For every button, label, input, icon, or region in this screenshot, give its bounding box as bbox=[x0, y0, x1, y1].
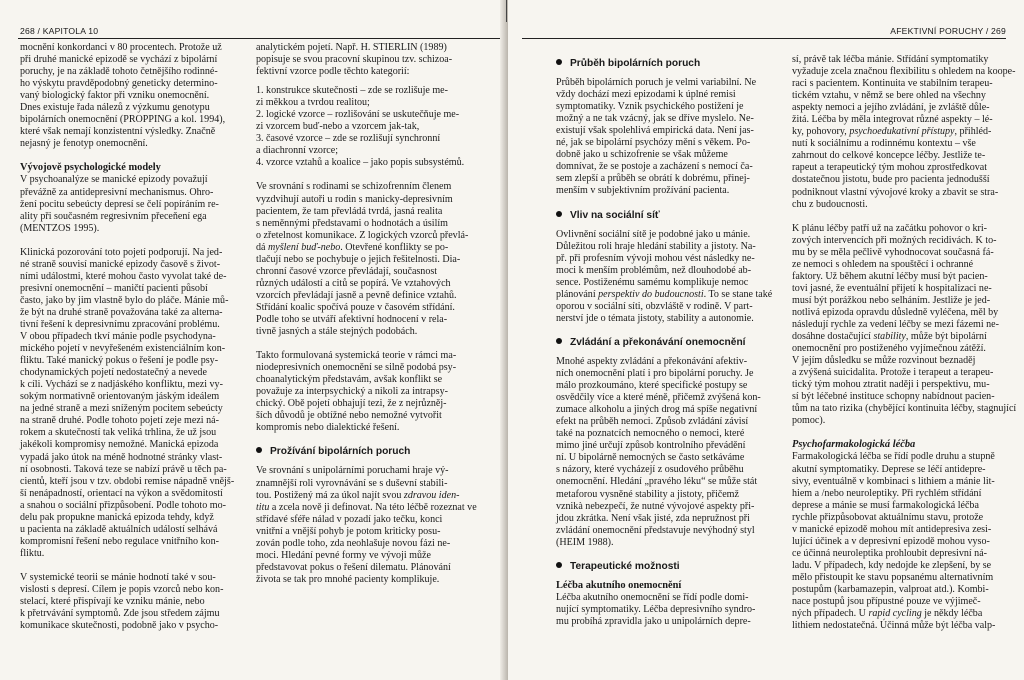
text-line: že být na druhé straně považována také za alterna- bbox=[20, 306, 223, 318]
text-line: ze nemoci s ohledem na spouštěcí i ochranné bbox=[792, 258, 974, 270]
text-line: tickém vztahu, v němž se bere ohled na všechny bbox=[792, 90, 986, 102]
text-line: sivy, eventuálně v kombinaci s lithiem a mánie lit- bbox=[792, 475, 995, 487]
text-line: titu a zcela nově ji definovat. Na této léčbě rozeznat ve bbox=[256, 501, 477, 513]
text-line: ší nenápadností, orientací na výkon a svědomitostí bbox=[20, 487, 223, 499]
text-line: ality při současném regresivním přeceňení ega bbox=[20, 210, 207, 222]
section-heading: Vývojově psychologické modely bbox=[20, 162, 161, 174]
text-line: ných případech. U rapid cycling je někdy léčba bbox=[792, 608, 983, 620]
section-heading: Terapeutické možnosti bbox=[556, 561, 774, 573]
text-line: tlačují nebo se pochybuje o jejich řešitelnosti. Dia- bbox=[256, 253, 461, 265]
text-line: raci s pacientem. Kontinuita ve stabilním terapeu- bbox=[792, 78, 993, 90]
text-line: niodepresivních onemocnění se silně podobá psy- bbox=[256, 362, 457, 374]
text-line: znamnější roli vyrovnávání se s duševní stabili- bbox=[256, 477, 448, 489]
left-page bbox=[0, 0, 506, 680]
text-line: tivní řešení k depresivnímu zpracování problému. bbox=[20, 318, 220, 330]
text-line: onemocnění. Hledání „pravého léku“ se může stát bbox=[556, 476, 758, 488]
text-line: pomoc). bbox=[792, 415, 826, 427]
text-line: dá myšlení buď-nebo. Otevřené konflikty se po- bbox=[256, 241, 449, 253]
text-line: dostatečnou jistotu, bude pro pacienta jednodušší bbox=[792, 174, 990, 186]
text-line: Klinická pozorování toto pojetí podporují. Na jed- bbox=[20, 246, 223, 258]
text-line: nující symptomatiky. Léčba depresivního syndro- bbox=[556, 603, 756, 615]
text-line: chu z budoucnosti. bbox=[792, 198, 868, 210]
text-line: Léčba akutního onemocnění se řídí podle domi- bbox=[556, 591, 749, 603]
text-line: převážně za antidepresivní mechanismus. Ohro- bbox=[20, 186, 214, 198]
left-column-1 bbox=[20, 42, 248, 632]
text-line: V obou případech tkví mánie podle psychodyna- bbox=[20, 331, 216, 343]
text-line: zumace alkoholu a jiných drog má spíše negativní bbox=[556, 404, 758, 416]
text-line: sem zlepší a průběh se obrátí k dobrému, přinej- bbox=[556, 173, 750, 185]
text-line: mického pojetí v nevyřešeném existenciálním kon- bbox=[20, 343, 226, 355]
text-line: poruchy, je na základě tohoto četnějšího rodinné- bbox=[20, 66, 218, 78]
text-line: různých událostí a citů se popírá. Ve vztahových bbox=[256, 277, 451, 289]
text-line: lující účinek a v depresivní epizodě mohou vyso- bbox=[792, 535, 990, 547]
text-line: jdou zkrátka. Není však jisté, zda nepružnost při bbox=[556, 512, 750, 524]
text-line: K plánu léčby patří už na začátku pohovor o kri- bbox=[792, 222, 988, 234]
text-line: moci. Hledání pevné formy ve vývoji může bbox=[256, 549, 431, 561]
text-line: rapeut a terapeutický tým mohou zprostředkovat bbox=[792, 162, 988, 174]
text-line: rychle přizpůsobovat aktuálnímu stavu, protože bbox=[792, 511, 984, 523]
text-line: vnitřní a vnější pohyb je potom kriticky posu- bbox=[256, 525, 441, 537]
bullet-icon bbox=[556, 338, 562, 344]
text-line: ky, pohovory, psychoedukativní přístupy, přihléd- bbox=[792, 126, 992, 138]
section-heading: Zvládání a překonávání onemocnění bbox=[556, 337, 774, 349]
text-line: Dnes existuje řada nálezů z výzkumu genotypu bbox=[20, 102, 210, 114]
text-line: Ovlivnění sociální sítě je podobné jako u mánie. bbox=[556, 228, 751, 240]
text-line: nerství jde o témata jistoty, stability a autonomie. bbox=[556, 312, 754, 324]
text-line: vaný biologický faktor při vzniku onemocnění. bbox=[20, 90, 210, 102]
text-line: Mnohé aspekty zvládání a překonávání afektiv- bbox=[556, 355, 748, 367]
text-line: metaforou vysněné stability a jistoty, přičemž bbox=[556, 488, 739, 500]
text-line: Průběh bipolárních poruch je velmi variabilní. Ne bbox=[556, 77, 757, 89]
text-line: akutní symptomatiky. Deprese se léčí antidepre- bbox=[792, 463, 986, 475]
text-line: u pacienta na základě aktuálních událostí selhává bbox=[20, 523, 218, 535]
text-line: aspekty nemoci a jejího zvládání, je zvláště důle- bbox=[792, 102, 990, 114]
text-line: dosáhne dostačující stability, může být bipolární bbox=[792, 331, 987, 343]
text-line: často, jako by jim vlastně bylo do pláče. Mánie mů- bbox=[20, 294, 229, 306]
text-line: zových intervencích při možných recidivách. K to- bbox=[792, 234, 997, 246]
text-line: ní osobnosti. Taková teze se nabízí právě u těch pa- bbox=[20, 463, 227, 475]
right-column-2 bbox=[792, 54, 1017, 632]
text-line: na jedné straně a mezi sníženým pocitem sebeúcty bbox=[20, 403, 223, 415]
text-line: s neměnnými představami o hodnotách a úsilím bbox=[256, 217, 448, 229]
text-line: mocnění konkordanci v 80 procentech. Protože už bbox=[20, 42, 222, 53]
text-line: ladu. V případech, kdy nedojde ke zlepšení, by se bbox=[792, 559, 992, 571]
text-line: osvědčily více a které méně, přičemž zvýšená kon- bbox=[556, 392, 761, 404]
text-line: možný a ne tak vzácný, jak se dříve myslelo. Ne- bbox=[556, 113, 754, 125]
text-line: ších důvodů je obtížné nebo nemožné vytvořit bbox=[256, 410, 442, 422]
text-line: a snahou o sociální přizpůsobení. Podle tohoto mo- bbox=[20, 499, 226, 511]
text-line: chodynamických pojetí nedostatečný a nevede bbox=[20, 367, 207, 379]
text-line: vislosti s depresí. Cílem je popis vzorců nebo kon- bbox=[20, 583, 224, 595]
text-line: tovi jasné, že eventuální přijetí k hospitalizaci ne- bbox=[792, 282, 992, 294]
bullet-icon bbox=[556, 211, 562, 217]
text-line: mu probíhá zpravidla jako u unipolárních depre- bbox=[556, 615, 751, 627]
text-line: Farmakologická léčba se řídí podle druhu a stupně bbox=[792, 451, 995, 463]
text-line: ními událostmi, které mohou často vyvolat také de- bbox=[20, 270, 227, 282]
text-line: kompromisní řešení nebo regulace vnitřního kon- bbox=[20, 535, 219, 547]
right-page bbox=[508, 0, 1024, 680]
text-line: a diachronní vzorce; bbox=[256, 145, 339, 157]
text-line: při druhé manické epizodě se vychází z bipolární bbox=[20, 54, 218, 66]
text-line: považuje za interpsychický a nikoli za intrapsy- bbox=[256, 386, 448, 398]
text-line: které však nemají konzistentní výsledky. Značně bbox=[20, 126, 216, 138]
text-line: střídavé sféře nálad v pozadí jako tečku, konci bbox=[256, 513, 443, 525]
text-line: 1. konstrukce skutečnosti – zde se rozlišuje me- bbox=[256, 85, 448, 97]
text-line: tivně jasných a stále stejných podobách. bbox=[256, 326, 418, 338]
subsection-heading: Psychofarmakologická léčba bbox=[792, 439, 916, 451]
text-line: př. při profesním vývoji mohou vést následky ne- bbox=[556, 252, 755, 264]
text-line: V systemické teorii se mánie hodnotí také v sou- bbox=[20, 571, 216, 583]
text-line: sokým normativně orientovaným jáským ideálem bbox=[20, 391, 220, 403]
text-line: lithiem nedostatečná. Účinná může být léčba valp- bbox=[792, 620, 996, 632]
right-running-header: AFEKTIVNÍ PORUCHY / 269 bbox=[890, 26, 1006, 36]
text-line: (HEIM 1988). bbox=[556, 536, 614, 548]
text-line: choanalytickým představám, avšak konflikt se bbox=[256, 374, 443, 386]
text-line: Střídání koalic spočívá pouze v časovém střídání. bbox=[256, 301, 455, 313]
text-line: domnívat, že se postoje a zacházení s nemocí ča- bbox=[556, 161, 753, 173]
text-line: sí být léčebné instituce schopny nabídnout pacien- bbox=[792, 391, 995, 403]
text-line: pacientem, že tam převládá tvrdá, jasná realita bbox=[256, 205, 443, 217]
text-line: né straně souvisí manické epizody časově s život- bbox=[20, 258, 221, 270]
text-line: k přetrvávání symptomů. Zde jsou středem zájmu bbox=[20, 608, 220, 620]
text-line: notlivá epizoda opravdu důsledně vyléčena, měl by bbox=[792, 306, 999, 318]
text-line: Podle toho se utváří afektivní hodnocení v rela- bbox=[256, 313, 448, 325]
right-column-1 bbox=[556, 58, 774, 628]
text-line: sence. Postiženému samému komplikuje nemoc bbox=[556, 276, 749, 288]
text-line: Takto formulovaná systemická teorie v rámci ma- bbox=[256, 350, 457, 362]
text-line: popisuje se svou pracovní skupinou tzv. schizoa- bbox=[256, 54, 453, 66]
text-line: faktory. Už během akutní léčby musí být pacien- bbox=[792, 270, 988, 282]
text-line: 3. časové vzorce – zde se rozlišují synchronní bbox=[256, 133, 441, 145]
text-line: cientů, kteří jsou v tzv. obdobi remise nápadně vnějš- bbox=[20, 475, 235, 487]
text-line: fliktu. Také manický pokus o řešení je podle psy- bbox=[20, 355, 219, 367]
text-line: na straně druhé. Podle tohoto pojetí zeje mezi ná- bbox=[20, 415, 219, 427]
text-line: vyzdvihují autoři u rodin s manicky-depresivním bbox=[256, 193, 453, 205]
text-line: fektivní vzorce podle těchto kategorií: bbox=[256, 66, 410, 78]
text-line: deprese a mánie se musí farmakologická léčba bbox=[792, 499, 979, 511]
text-line: života se tak pro mnohé pacienty komplikuje. bbox=[256, 573, 440, 585]
text-line: žení pocitu sebeúcty depresí se čelí popíráním re- bbox=[20, 198, 219, 210]
text-line: tický tým mohou ztratit naději i perspektivu, mu- bbox=[792, 379, 990, 391]
text-line: efekt na průběh nemoci. Způsob zvládání závisí bbox=[556, 416, 749, 428]
text-line: Důležitou roli hraje hledání stability a jistoty. Na- bbox=[556, 240, 756, 252]
text-line: zován podle toho, zda neohlašuje novou fázi ne- bbox=[256, 537, 451, 549]
bullet-icon bbox=[556, 562, 562, 568]
text-line: hiem a /nebo neuroleptiky. Při rychlém střídání bbox=[792, 487, 982, 499]
text-line: Ve srovnání s unipolárními poruchami hraje vý- bbox=[256, 465, 449, 477]
text-line: plánování perspektiv do budoucnosti. To se stane také bbox=[556, 288, 773, 300]
text-line: ní. U bipolárně nemocných se často setkáváme bbox=[556, 452, 745, 464]
text-line: mělo přistoupit ke stavu popsanému alternativním bbox=[792, 571, 994, 583]
left-column-2 bbox=[256, 42, 488, 586]
text-line: zvládání onemocnění představuje nevýhodný styl bbox=[556, 524, 755, 536]
text-line: nace postupů jsou přípustné pouze ve výjimeč- bbox=[792, 596, 981, 608]
text-line: oporou v sociální síti, obzvláště v rodině. V part- bbox=[556, 300, 753, 312]
text-line: kompromis nebo dialektické řešení. bbox=[256, 422, 400, 434]
text-line: analytickém pojetí. Např. H. STIERLIN (1989) bbox=[256, 42, 447, 53]
text-line: nejasný je fenotyp onemocnění. bbox=[20, 138, 148, 150]
text-line: chický. Obě pojetí obhajují tezi, že z nejrůzněj- bbox=[256, 398, 447, 410]
text-line: ce účinná neuroleptika prohloubit depresivní ná- bbox=[792, 547, 988, 559]
text-line: představovat pokus o řešení dilematu. Plánování bbox=[256, 561, 451, 573]
right-header-rule bbox=[522, 38, 1006, 39]
section-heading: Prožívání bipolárních poruch bbox=[256, 446, 488, 458]
text-line: rokem a skutečností tak veliká trhlina, že už jsou bbox=[20, 427, 217, 439]
text-line: bipolárních onemocnění (PROPPING a kol. 1994), bbox=[20, 114, 226, 126]
text-line: o zřetelnost komunikace. Z logických vzorců převlá- bbox=[256, 229, 469, 241]
text-line: dobně jako u schizofrenie se však můžeme bbox=[556, 149, 728, 161]
text-line: mimo jiné určují způsob kontrolního převádění bbox=[556, 440, 746, 452]
text-line: zi vzorcem buď-nebo a vzorcem jak-tak, bbox=[256, 121, 420, 133]
text-line: chronní časové vzorce převládají, současnost bbox=[256, 265, 438, 277]
text-line: moci k menším problémům, než dlouhodobé ab- bbox=[556, 264, 752, 276]
text-line: sí, právě tak léčba mánie. Střídání symptomatiky bbox=[792, 54, 989, 65]
text-line: tům na tato rizika (chybějící kontinuita léčby, stagnující bbox=[792, 403, 1017, 415]
text-line: v manické epizodě mohou mít antidepresiva zesi- bbox=[792, 523, 992, 535]
text-line: nutí k sociálnímu a rodinnému kontextu – vše bbox=[792, 138, 976, 150]
text-line: podniknout vlastní vývojové kroky a zbavit se stra- bbox=[792, 186, 999, 198]
text-line: V jejím důsledku se může rozvinout beznaděj bbox=[792, 355, 976, 367]
left-running-header: 268 / KAPITOLA 10 bbox=[20, 26, 99, 36]
text-line: také na poznatcích nemocného o nemoci, které bbox=[556, 428, 745, 440]
text-line: vznikà nebezpečí, že nutné vývojové aspekty při- bbox=[556, 500, 755, 512]
text-line: Ve srovnání s rodinami se schizofrenním členem bbox=[256, 181, 452, 193]
text-line: postupům (karbamazepin, valproat atd.). Kombi- bbox=[792, 583, 989, 595]
left-header-rule bbox=[18, 38, 500, 39]
text-line: k cíli. Vychází se z nadjáského konfliktu, mezi vy- bbox=[20, 379, 223, 391]
text-line: onemocnění pro postiženého vyjímečnou zátěží. bbox=[792, 343, 986, 355]
text-line: symptomatiky. Vznik psychického postižení je bbox=[556, 101, 744, 113]
text-line: presivní onemocnění – maničtí pacienti působí bbox=[20, 282, 208, 294]
text-line: vypadá jako útok na méně hodnotné stránky vlast- bbox=[20, 451, 223, 463]
text-line: málo prozkoumáno, které specifické postupy se bbox=[556, 380, 748, 392]
text-line: žitá. Léčba by měla integrovat různé aspekty – lé- bbox=[792, 114, 993, 126]
text-line: fliktu. bbox=[20, 547, 45, 559]
bullet-icon bbox=[256, 447, 262, 453]
subsection-heading: Léčba akutního onemocnění bbox=[556, 579, 682, 591]
text-line: mu by se měla pečlivě vyhodnocovat současná fá- bbox=[792, 246, 994, 258]
text-line: s názory, které vycházejí z osudového průběhu bbox=[556, 464, 744, 476]
text-line: následují rychle za vedení léčby se mezi fázemi ne- bbox=[792, 318, 999, 330]
text-line: existují však spolehlivá empirická data. Není jas- bbox=[556, 125, 754, 137]
text-line: zahrnout do celkové koncepce léčby. Jestliže te- bbox=[792, 150, 986, 162]
text-line: vzorcích převládají jasně a pevně definice vztahů. bbox=[256, 289, 457, 301]
text-line: menším v subjektivním prožívání pacienta. bbox=[556, 185, 730, 197]
text-line: ních onemocnění platí i pro bipolární poruchy. Je bbox=[556, 368, 754, 380]
text-line: stelací, které přispívají ke vzniku mánie, nebo bbox=[20, 596, 205, 608]
text-line: né, jak se bipolární psychózy mění s věkem. Po- bbox=[556, 137, 751, 149]
text-line: (MENTZOS 1995). bbox=[20, 222, 100, 234]
text-line: komunikace skutečnosti, podobně jako v psycho- bbox=[20, 620, 219, 632]
text-line: vždy dochází mezi epizodami k úplné remisi bbox=[556, 89, 736, 101]
gutter-mark bbox=[506, 0, 507, 22]
text-line: 4. vzorce vztahů a koalice – jako popis subsystémů. bbox=[256, 157, 465, 169]
text-line: a zvýšená suicidalita. Protože i terapeut a terapeu- bbox=[792, 367, 994, 379]
text-line: ho výskytu pravděpodobný geneticky determino- bbox=[20, 78, 218, 90]
bullet-icon bbox=[556, 59, 562, 65]
text-line: jakékoli kompromisy nemožné. Manická epizoda bbox=[20, 439, 219, 451]
text-line: zi měkkou a tvrdou realitou; bbox=[256, 97, 370, 109]
section-heading: Průběh bipolárních poruch bbox=[556, 58, 774, 70]
text-line: vyžaduje zcela značnou flexibilitu s ohledem na koope- bbox=[792, 66, 1016, 78]
text-line: tou. Postižený má za úkol najít svou zdravou iden- bbox=[256, 489, 460, 501]
text-line: musí být porážkou nebo selháním. Jestliže je jed- bbox=[792, 294, 991, 306]
text-line: delu pak propukne manická epizoda tehdy, když bbox=[20, 511, 214, 523]
text-line: V psychoanalýze se manické epizody považují bbox=[20, 174, 208, 186]
text-line: 2. logické vzorce – rozlišování se uskutečňuje me- bbox=[256, 109, 460, 121]
section-heading: Vliv na sociální síť bbox=[556, 210, 774, 222]
